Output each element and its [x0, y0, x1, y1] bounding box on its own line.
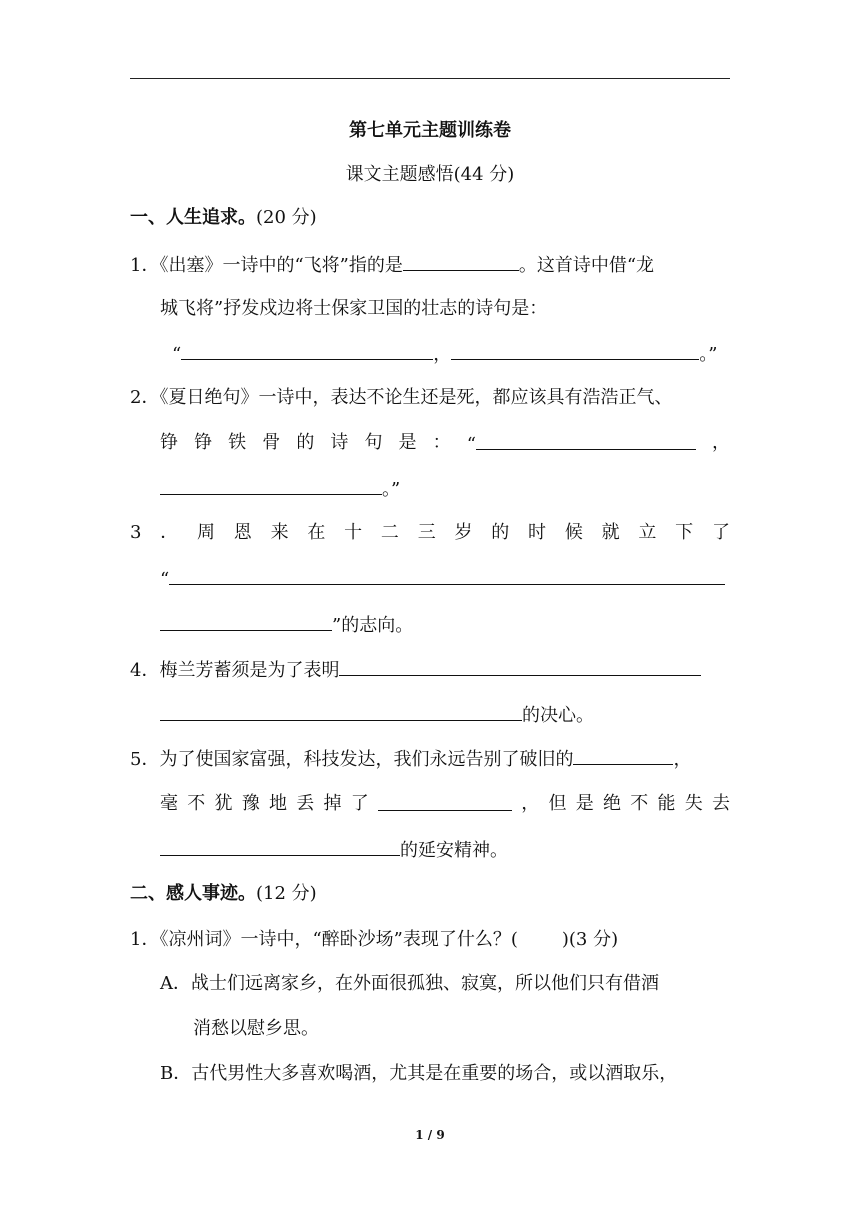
s1-q2-char: ： [432, 432, 451, 453]
s1-q5-char: 地 [269, 793, 287, 814]
s1-q1-line1b: 。这首诗中借“龙 [518, 255, 655, 276]
s2-q1-optA-line1 [160, 972, 659, 996]
s1-q5-char: 掉 [323, 793, 342, 814]
s1-q3-char: 二 [380, 522, 399, 543]
s1-q2-comma: ， [711, 432, 730, 453]
s1-q3-end: ”的志向。 [332, 615, 414, 636]
s2-q1-optA-label: A． [160, 973, 191, 994]
s1-q5-text-b: ， [673, 749, 692, 770]
s1-q3-line2 [160, 566, 725, 592]
s1-q3-char: 岁 [454, 522, 473, 543]
s1-q1-line1 [130, 252, 654, 278]
s1-q3-char: ． [160, 522, 179, 543]
s1-q3-blank-2[interactable] [160, 612, 332, 631]
s2-q1-optB-text: 古代男性大多喜欢喝酒，尤其是在重要的场合，或以酒取乐， [191, 1063, 678, 1084]
s2-q1-optB-label: B． [160, 1063, 192, 1084]
s1-q2-line2 [160, 431, 730, 457]
section2-heading [130, 882, 317, 906]
s1-q5-char: 不 [630, 793, 649, 814]
s1-q2-char: 铮 [194, 432, 213, 453]
s1-q1-num: 1． [130, 255, 160, 276]
s1-q1-blank-3[interactable] [451, 341, 699, 360]
section2-heading-text: 二、感人事迹。 [130, 883, 256, 904]
s1-q2-num: 2． [130, 387, 160, 408]
s1-q5-line3 [160, 837, 508, 863]
s1-q2-char: “ [466, 434, 476, 455]
s1-q5-blank-1[interactable] [573, 746, 673, 765]
s1-q2-line1-text: 《夏日绝句》一诗中，表达不论生还是死，都应该具有浩浩正气、 [159, 387, 673, 408]
s1-q2-line3 [160, 476, 400, 502]
s1-q3-char: 候 [564, 522, 583, 543]
section2-score: (12 分) [256, 883, 317, 904]
s1-q3-char: 在 [307, 522, 326, 543]
s1-q5-char: 去 [712, 793, 730, 814]
s1-q3-char: 3 [130, 522, 142, 543]
s1-q3-line1 [130, 521, 730, 545]
s1-q4-line1 [130, 657, 701, 683]
s1-q3-char: 就 [601, 522, 620, 543]
s1-q2-quote-group [467, 431, 696, 457]
s1-q3-char: 恩 [233, 522, 252, 543]
s1-q2-char: 诗 [330, 432, 349, 453]
s1-q5-char: 不 [187, 793, 206, 814]
s1-q5-char: 犹 [214, 793, 233, 814]
s1-q1-line3 [172, 341, 717, 367]
s1-q4-text: 梅兰芳蓄须是为了表明 [159, 660, 340, 681]
s1-q3-char: 了 [711, 522, 730, 543]
s1-q5-char: 丢 [296, 793, 315, 814]
s1-q2-close: 。” [382, 479, 401, 500]
page-subtitle: 课文主题感悟(44 分) [345, 164, 515, 185]
s1-q5-char: 绝 [603, 793, 621, 814]
s1-q1-open-quote: “ [172, 344, 182, 365]
s1-q2-blank-2[interactable] [160, 476, 382, 495]
s2-q1-optA-text: 战士们远离家乡，在外面很孤独、寂寞，所以他们只有借酒 [191, 973, 659, 994]
s1-q5-char: 但 [548, 793, 567, 814]
s2-q1-num: 1． [130, 929, 160, 950]
s1-q2-char: 铁 [228, 432, 247, 453]
s1-q5-blank-2[interactable] [378, 792, 512, 811]
s1-q1-line1a: 《出塞》一诗中的“飞将”指的是 [159, 255, 403, 276]
s1-q5-blank-3[interactable] [160, 837, 400, 856]
s2-q1-text-end: )(3 分) [561, 929, 619, 950]
s1-q1-comma: ， [433, 344, 452, 365]
s1-q3-blank-1[interactable] [169, 566, 725, 585]
s1-q4-blank-2[interactable] [160, 702, 522, 721]
s1-q2-blank-1[interactable] [476, 431, 696, 450]
s1-q4-end: 的决心。 [522, 705, 594, 726]
s1-q2-line1 [130, 386, 672, 410]
s1-q1-blank-1[interactable] [403, 252, 519, 271]
s1-q4-line2 [160, 702, 594, 728]
section1-heading-text: 一、人生追求。 [130, 207, 256, 228]
s1-q5-char: 能 [657, 793, 676, 814]
s1-q4-num: 4． [130, 660, 160, 681]
s1-q5-char: 豫 [241, 793, 260, 814]
s1-q5-char: 了 [350, 793, 369, 814]
s1-q1-line2: 城飞将”抒发戍边将士保家卫国的壮志的诗句是： [160, 298, 548, 319]
s1-q3-char: 立 [638, 522, 657, 543]
s2-q1-optB-line1 [160, 1062, 677, 1086]
s1-q4-blank-1[interactable] [339, 657, 701, 676]
s1-q3-char: 周 [197, 522, 216, 543]
s1-q1-close: 。” [699, 344, 718, 365]
s1-q5-char: 失 [684, 793, 703, 814]
header-rule [130, 78, 730, 79]
s1-q2-char: 句 [364, 432, 383, 453]
section1-score: (20 分) [256, 207, 317, 228]
s2-q1-optA-line2: 消愁以慰乡思。 [193, 1018, 319, 1039]
s1-q3-char: 来 [270, 522, 289, 543]
s1-q2-char: 的 [296, 432, 315, 453]
s1-q3-line3 [160, 612, 413, 638]
s1-q3-char: 三 [417, 522, 436, 543]
s2-q1-text: 《凉州词》一诗中，“醉卧沙场”表现了什么？( [159, 929, 518, 950]
s1-q3-char: 的 [491, 522, 510, 543]
s1-q5-num: 5． [130, 749, 160, 770]
s1-q5-text-a: 为了使国家富强，科技发达，我们永远告别了破旧的 [159, 749, 574, 770]
s1-q3-open-quote: “ [160, 569, 170, 590]
page-number: 1 / 9 [415, 1128, 445, 1142]
s1-q5-comma: ， [521, 793, 540, 814]
section1-heading [130, 206, 317, 230]
s1-q5-line1 [130, 746, 691, 772]
s1-q2-char: 是 [398, 432, 417, 453]
s1-q5-line2 [160, 792, 730, 816]
s1-q2-char: 骨 [262, 432, 281, 453]
s1-q3-char: 下 [675, 522, 694, 543]
s1-q3-char: 十 [344, 522, 363, 543]
s1-q3-char: 时 [528, 522, 547, 543]
s1-q2-char: 铮 [160, 432, 178, 453]
s1-q5-end: 的延安精神。 [400, 840, 508, 861]
s1-q5-char: 是 [575, 793, 594, 814]
s1-q5-char: 毫 [160, 793, 178, 814]
s1-q1-blank-2[interactable] [181, 341, 433, 360]
s2-q1-line [130, 928, 618, 952]
page-title: 第七单元主题训练卷 [349, 120, 511, 141]
